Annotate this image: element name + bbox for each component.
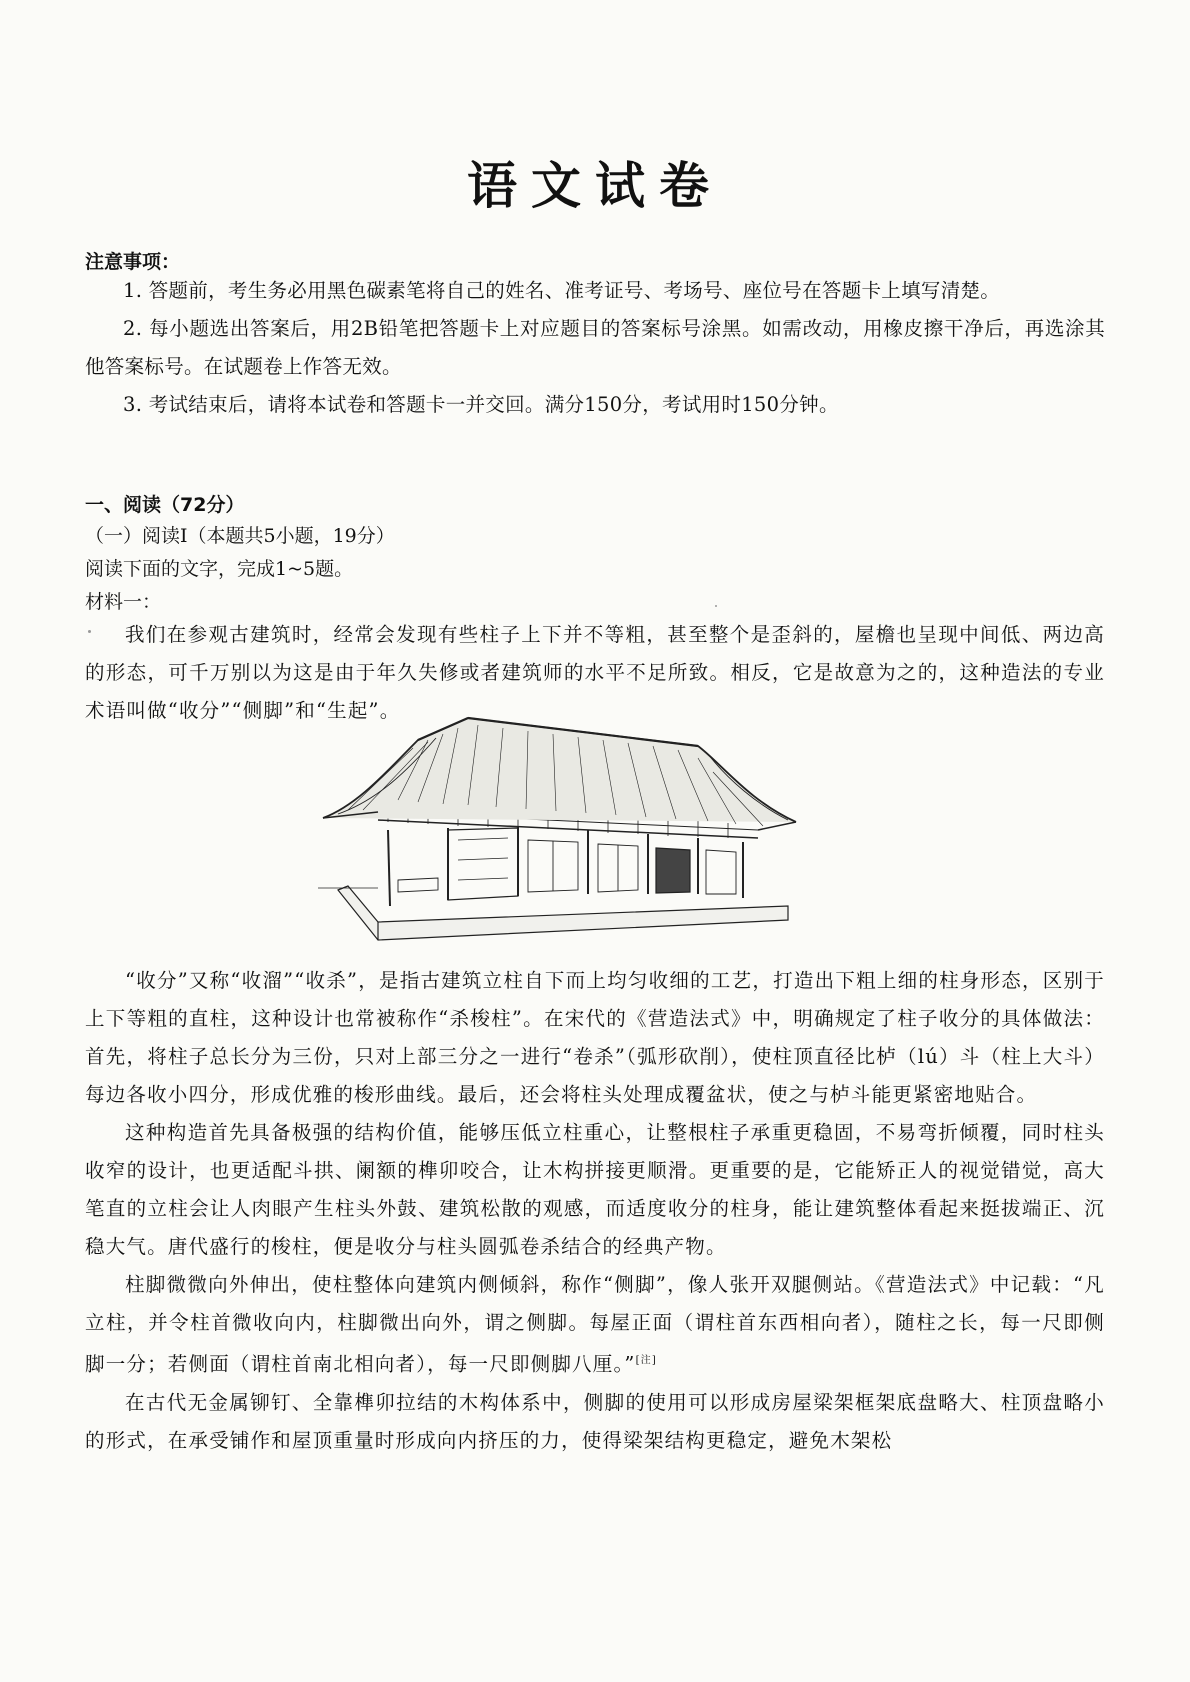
scan-speck	[715, 605, 717, 607]
notice-heading: 注意事项：	[85, 251, 181, 273]
notice-item: 3. 考试结束后，请将本试卷和答题卡一并交回。满分150分，考试用时150分钟。	[123, 393, 839, 416]
material-label: 材料一：	[85, 591, 162, 613]
paragraph-4	[85, 1266, 1105, 1384]
paragraph-1: 我们在参观古建筑时，经常会发现有些柱子上下并不等粗，甚至整个是歪斜的，屋檐也呈现中间低、两边高的形态，可千万别以为这是由于年久失修或者建筑师的水平不足所致。相反，它是故意为之的，这种造法的专业术语叫做“收分”“侧脚”和“生起”。	[85, 623, 1105, 722]
footnote-marker: [注]	[635, 1355, 657, 1366]
page-title: 语文试卷	[467, 156, 723, 215]
paragraph-4-text: 柱脚微微向外伸出，使柱整体向建筑内侧倾斜，称作“侧脚”，像人张开双腿侧站。《营造法式》中记载：“凡立柱，并令柱首微收向内，柱脚微出向外，谓之侧脚。每屋正面（谓柱首东西相向者），随柱之长，每一尺即侧脚一分；若侧面（谓柱首南北相向者），每一尺即侧脚八厘。”	[85, 1273, 1105, 1376]
paragraph-group	[85, 962, 1105, 1460]
paragraph-2: “收分”又称“收溜”“收杀”，是指古建筑立柱自下而上均匀收细的工艺，打造出下粗上细的柱身形态，区别于上下等粗的直柱，这种设计也常被称作“杀梭柱”。在宋代的《营造法式》中，明确规定了柱子收分的具体做法：首先，将柱子总长分为三份，只对上部三分之一进行“卷杀”（弧形砍削），使柱顶直径比栌（lú）斗（柱上大斗）每边各收小四分，形成优雅的梭形曲线。最后，还会将柱头处理成覆盆状，使之与栌斗能更紧密地贴合。	[85, 969, 1105, 1106]
ancient-hall-illustration	[318, 710, 798, 946]
section-heading: 一、阅读（72分）	[85, 494, 245, 516]
notice-item: 2. 每小题选出答案后，用2B铅笔把答题卡上对应题目的答案标号涂黑。如需改动，用橡皮擦干净后，再选涂其他答案标号。在试题卷上作答无效。	[85, 317, 1105, 378]
sub-section-heading: （一）阅读Ⅰ（本题共5小题，19分）	[85, 525, 395, 547]
instruction-text: 阅读下面的文字，完成1~5题。	[85, 558, 354, 580]
notice-list	[85, 272, 1105, 424]
scan-speck	[88, 630, 91, 633]
paragraph-3: 这种构造首先具备极强的结构价值，能够压低立柱重心，让整根柱子承重更稳固，不易弯折倾覆，同时柱头收窄的设计，也更适配斗拱、阑额的榫卯咬合，让木构拼接更顺滑。更重要的是，它能矫正人的视觉错觉，高大笔直的立柱会让人肉眼产生柱头外鼓、建筑松散的观感，而适度收分的柱身，能让建筑整体看起来挺拔端正、沉稳大气。唐代盛行的梭柱，便是收分与柱头圆弧卷杀结合的经典产物。	[85, 1121, 1105, 1258]
notice-item: 1. 答题前，考生务必用黑色碳素笔将自己的姓名、准考证号、考场号、座位号在答题卡上填写清楚。	[123, 279, 1001, 302]
paragraph-5: 在古代无金属铆钉、全靠榫卯拉结的木构体系中，侧脚的使用可以形成房屋梁架框架底盘略大、柱顶盘略小的形式，在承受铺作和屋顶重量时形成向内挤压的力，使得梁架结构更稳定，避免木架松	[85, 1390, 1105, 1452]
